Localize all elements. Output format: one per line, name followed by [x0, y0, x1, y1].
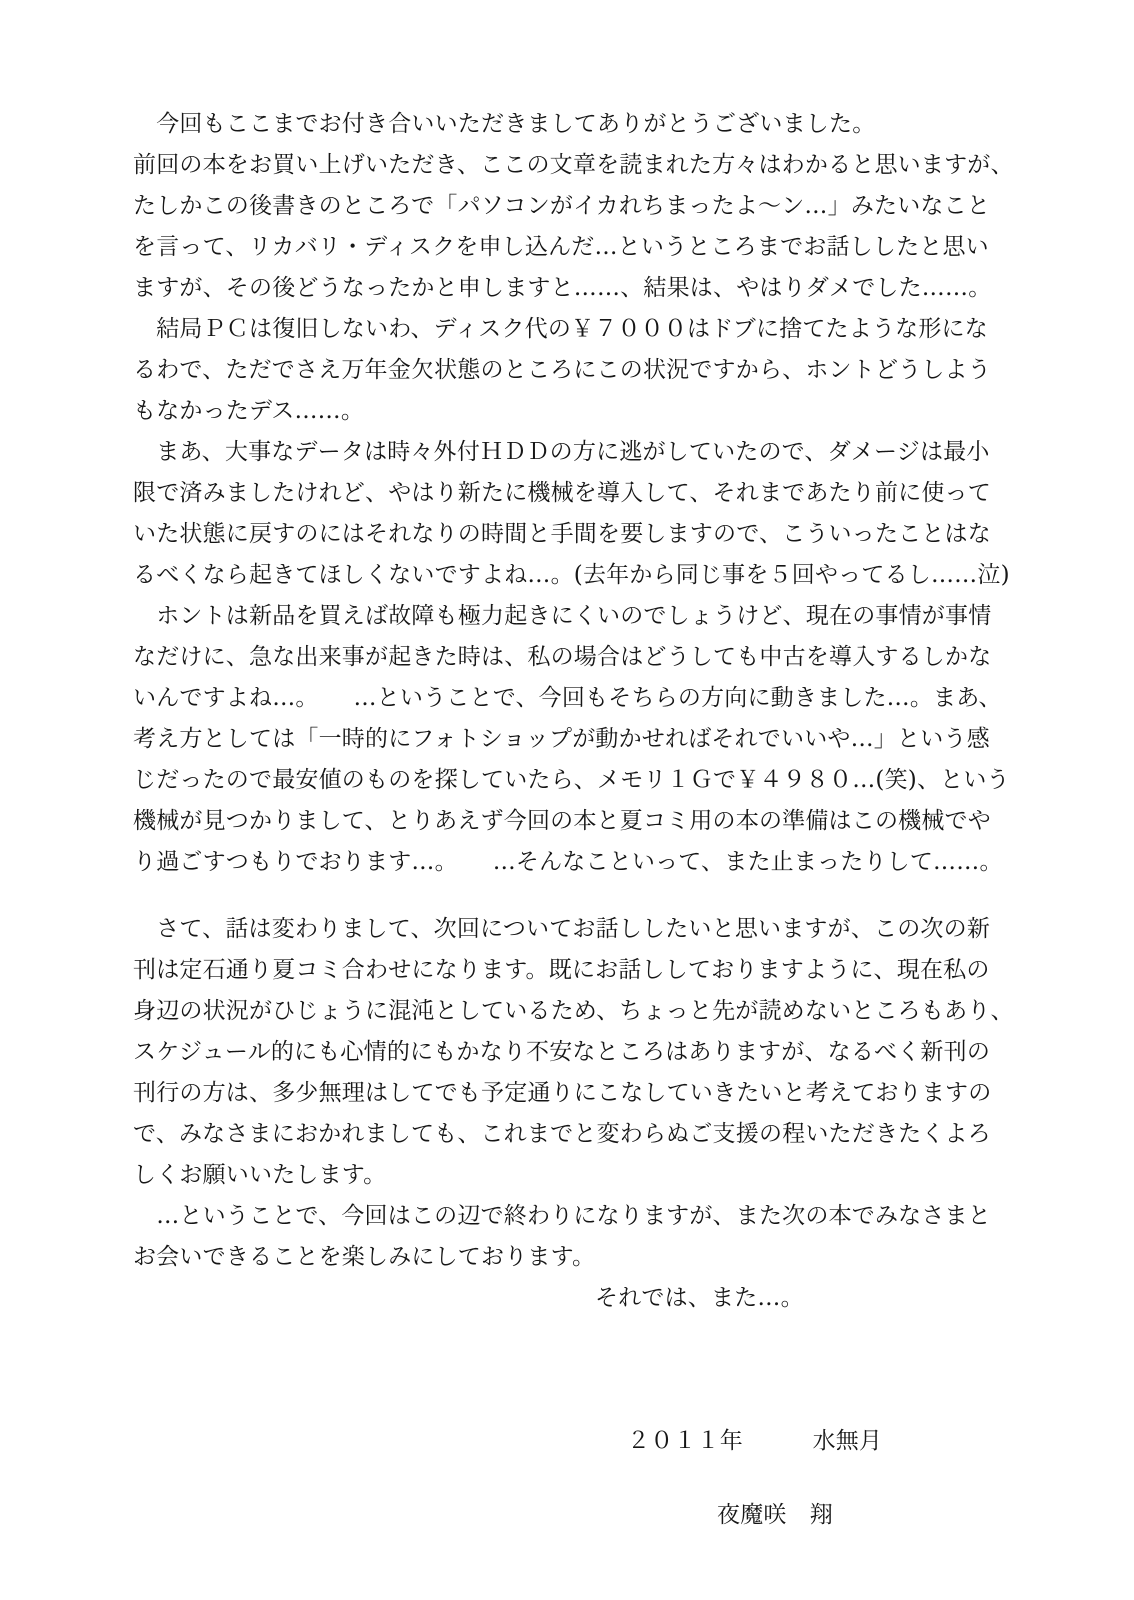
text-line: ホントは新品を買えば故障も極力起きにくいのでしょうけど、現在の事情が事情	[133, 603, 992, 629]
text-line: もなかったデス……。	[133, 398, 365, 424]
text-line: り過ごすつもりでおります…。 …そんなこといって、また止まったりして……。	[133, 849, 1003, 875]
body-paragraph-block-1	[133, 104, 1073, 883]
text-line: 身辺の状況がひじょうに混沌としているため、ちょっと先が読めないところもあり、	[133, 998, 1014, 1024]
text-line: いた状態に戻すのにはそれなりの時間と手間を要しますので、こういったことはな	[133, 521, 991, 547]
text-line: ますが、その後どうなったかと申しますと……、結果は、やはりダメでした……。	[133, 275, 992, 301]
text-line: お会いできることを楽しみにしております。	[133, 1244, 596, 1270]
text-line: 刊行の方は、多少無理はしてでも予定通りにこなしていきたいと考えておりますの	[133, 1080, 992, 1106]
text-line: たしかこの後書きのところで「パソコンがイカれちまったよ～ン…」みたいなこと	[133, 193, 991, 219]
text-line: …ということで、今回はこの辺で終わりになりますが、また次の本でみなさまと	[133, 1203, 991, 1229]
text-line: 結局ＰＣは復旧しないわ、ディスク代の￥７０００はドブに捨てたような形にな	[133, 316, 988, 342]
text-line: るべくなら起きてほしくないですよね…。(去年から同じ事を５回やってるし……泣)	[133, 562, 1010, 588]
text-line: 今回もここまでお付き合いいただきましてありがとうございました。	[133, 111, 876, 137]
text-line: なだけに、急な出来事が起きた時は、私の場合はどうしても中古を導入するしかな	[133, 644, 992, 670]
text-line: じだったので最安値のものを探していたら、メモリ１Ｇで￥４９８０…(笑)、という	[133, 767, 1010, 793]
text-line: を言って、リカバリ・ディスクを申し込んだ…というところまでお話ししたと思い	[133, 234, 989, 260]
date-line: ２０１１年 水無月	[627, 1428, 883, 1454]
afterword-text	[133, 104, 1073, 1536]
text-line: さて、話は変わりまして、次回についてお話ししたいと思いますが、この次の新	[133, 916, 991, 942]
text-line: まあ、大事なデータは時々外付ＨＤＤの方に逃がしていたので、ダメージは最小	[133, 439, 990, 465]
text-line: 前回の本をお買い上げいただき、ここの文章を読まれた方々はわかると思いますが、	[133, 152, 1014, 178]
closing-remark: それでは、また…。	[595, 1285, 804, 1311]
text-line: しくお願いいたします。	[133, 1162, 387, 1188]
text-line: スケジュール的にも心情的にもかなり不安なところはありますが、なるべく新刊の	[133, 1039, 991, 1065]
text-line: 限で済みましたけれど、やはり新たに機械を導入して、それまであたり前に使って	[133, 480, 991, 506]
body-paragraph-block-2	[133, 909, 1073, 1278]
text-line: で、みなさまにおかれましても、これまでと変わらぬご支援の程いただきたくよろ	[133, 1121, 991, 1147]
text-line: 刊は定石通り夏コミ合わせになります。既にお話ししておりますように、現在私の	[133, 957, 990, 983]
text-line: 機械が見つかりまして、とりあえず今回の本と夏コミ用の本の準備はこの機械でや	[133, 808, 991, 834]
text-line: るわで、ただでさえ万年金欠状態のところにこの状況ですから、ホントどうしよう	[133, 357, 991, 383]
author-signature: 夜魔咲 翔	[717, 1502, 833, 1528]
text-line: いんですよね…。 …ということで、今回もそちらの方向に動きました…。まあ、	[133, 685, 1002, 711]
text-line: 考え方としては「一時的にフォトショップが動かせればそれでいいや…」という感	[133, 726, 990, 752]
